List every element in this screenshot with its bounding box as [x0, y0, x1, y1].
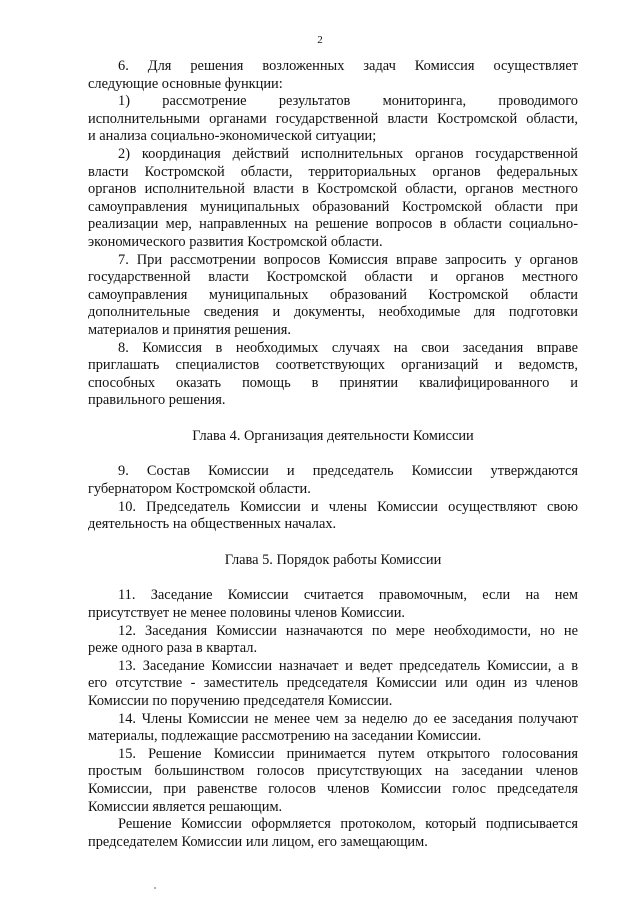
text-line: его отсутствие - заместитель председателя Комиссии или один из членов [88, 675, 578, 692]
scan-speck [154, 887, 156, 889]
paragraph-p15 [88, 746, 578, 816]
chapter-4-heading: Глава 4. Организация деятельности Комиссии [192, 427, 474, 444]
text-line: и анализа социально-экономической ситуации; [88, 128, 377, 145]
paragraph-p13 [88, 658, 578, 711]
section-chapter-4 [88, 463, 578, 533]
text-line: Комиссии является решающим. [88, 798, 283, 815]
text-line: исполнительными органами государственной власти Костромской области, [88, 110, 578, 127]
text-line: самоуправления муниципальных образований Костромской области при [88, 198, 578, 215]
text-line: 6. Для решения возложенных задач Комиссия осуществляет [118, 58, 578, 74]
text-line: Решение Комиссии оформляется протоколом, который подписывается [118, 816, 578, 833]
text-line: 9. Состав Комиссии и председатель Комиссии утверждаются [118, 463, 578, 480]
text-line: 13. Заседание Комиссии назначает и ведет председатель Комиссии, а в [118, 657, 578, 674]
text-line: Комиссии по поручению председателя Комиссии. [88, 693, 393, 709]
text-line: 1) рассмотрение результатов мониторинга, проводимого [118, 93, 578, 110]
paragraph-p15b [88, 816, 578, 851]
text-line: правильного решения. [88, 392, 226, 409]
text-line: способных оказать помощь в принятии квалифицированного и [88, 374, 578, 391]
text-line: материалы, подлежащие рассмотрению на заседании Комиссии. [88, 728, 482, 745]
text-line: власти Костромской области, территориальных органов федеральных [88, 163, 578, 180]
text-line: следующие основные функции: [88, 75, 283, 92]
text-line: 7. При рассмотрении вопросов Комиссия вправе запросить у органов [118, 251, 578, 268]
paragraph-p8 [88, 340, 578, 410]
text-line: 14. Члены Комиссии не менее чем за неделю до ее заседания получают [118, 710, 578, 727]
text-line: 12. Заседания Комиссии назначаются по мере необходимости, но не [118, 622, 578, 639]
text-line: реже одного раза в квартал. [88, 640, 258, 657]
text-line: присутствует не менее половины членов Комиссии. [88, 605, 405, 622]
text-line: 15. Решение Комиссии принимается путем открытого голосования [118, 745, 578, 762]
paragraph-p6-2 [88, 146, 578, 252]
text-line: председателем Комиссии или лицом, его замещающим. [88, 833, 428, 850]
text-line: 10. Председатель Комиссии и члены Комиссии осуществляют свою [118, 498, 578, 515]
text-line: приглашать специалистов соответствующих организаций и ведомств, [88, 357, 578, 374]
document-body [88, 58, 578, 851]
section-chapter-5 [88, 587, 578, 851]
text-line: простым большинством голосов присутствующих на заседании членов [88, 763, 578, 780]
text-line: деятельность на общественных началах. [88, 516, 337, 533]
text-line: дополнительные сведения и документы, необходимые для подготовки [88, 304, 578, 321]
text-line: губернатором Костромской области. [88, 481, 311, 498]
chapter-5-heading: Глава 5. Порядок работы Комиссии [224, 551, 442, 568]
paragraph-p6-1 [88, 93, 578, 146]
paragraph-p11 [88, 587, 578, 622]
paragraph-p14 [88, 711, 578, 746]
text-line: 11. Заседание Комиссии считается правомочным, если на нем [118, 587, 578, 604]
text-line: материалов и принятия решения. [88, 321, 291, 338]
page-number: 2 [317, 34, 323, 46]
text-line: Комиссии, при равенстве голосов членов Комиссии голос председателя [88, 780, 578, 797]
paragraph-p12 [88, 623, 578, 658]
text-line: экономического развития Костромской области. [88, 233, 383, 250]
text-line: государственной власти Костромской области и органов местного [88, 269, 578, 286]
paragraph-p9 [88, 463, 578, 498]
text-line: реализации мер, направленных на решение вопросов в области социально- [88, 216, 578, 233]
paragraph-p6 [88, 58, 578, 93]
paragraph-p10 [88, 499, 578, 534]
text-line: 2) координация действий исполнительных органов государственной [118, 145, 578, 162]
text-line: самоуправления муниципальных образований Костромской области [88, 286, 578, 303]
paragraph-p7 [88, 252, 578, 340]
text-line: органов исполнительной власти в Костромской области, органов местного [88, 181, 578, 198]
section-functions [88, 58, 578, 410]
text-line: 8. Комиссия в необходимых случаях на свои заседания вправе [118, 339, 578, 356]
